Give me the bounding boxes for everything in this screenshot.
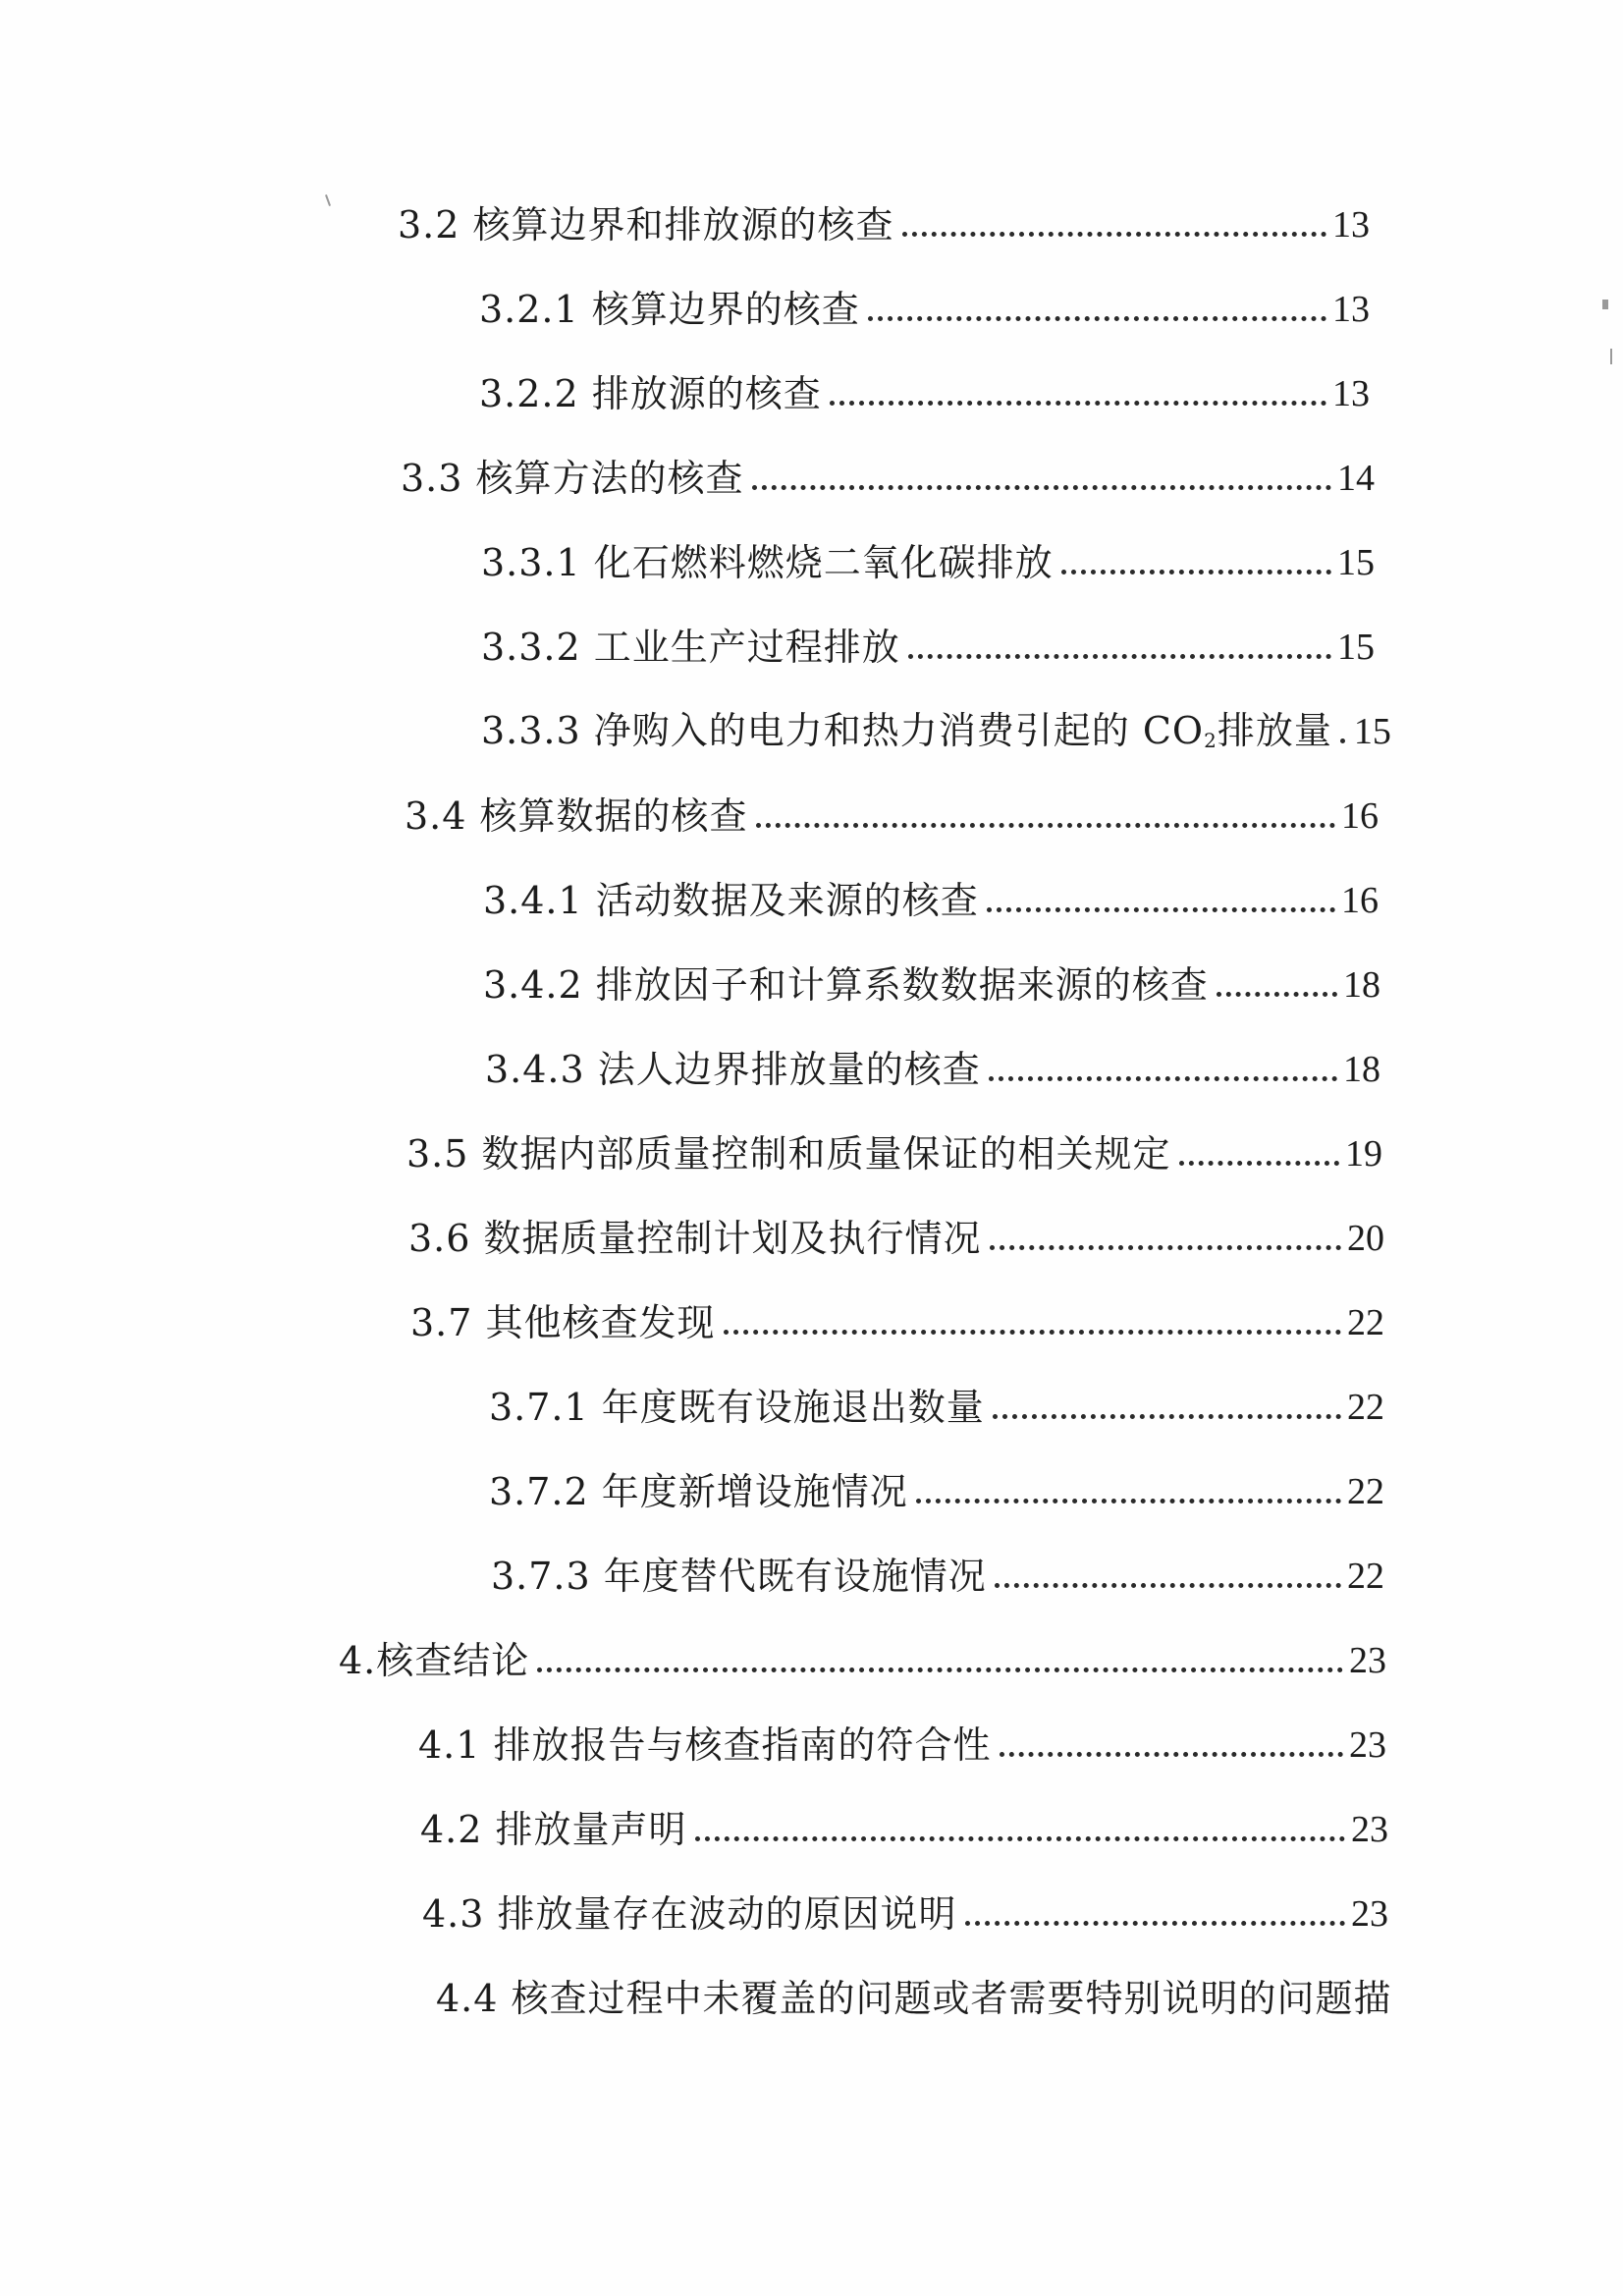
- toc-page-number: 13: [1332, 289, 1370, 330]
- toc-label-suffix: 排放量: [1217, 709, 1332, 752]
- toc-label: 3.7 其他核查发现: [410, 1301, 716, 1344]
- toc-leader-dots: [916, 1499, 1341, 1503]
- toc-label: 3.7.1 年度既有设施退出数量: [489, 1386, 985, 1429]
- toc-page-number: 15: [1337, 542, 1375, 583]
- toc-label: 4.3 排放量存在波动的原因说明: [422, 1892, 957, 1936]
- toc-leader-dots: [990, 1245, 1341, 1250]
- toc-leader-dots: [830, 401, 1326, 406]
- toc-page-number: 16: [1341, 880, 1379, 921]
- toc-label: 3.4.3 法人边界排放量的核查: [485, 1048, 981, 1091]
- toc-label: 3.3.2 工业生产过程排放: [481, 626, 900, 669]
- toc-label-prefix: 3.3.3 净购入的电力和热力消费引起的 CO: [481, 709, 1205, 752]
- toc-leader-dots: [868, 316, 1326, 321]
- toc-page-number: 15: [1337, 627, 1375, 668]
- toc-label: 4.核查结论: [339, 1639, 530, 1682]
- toc-entry-3-7-3[interactable]: [491, 1536, 1384, 1598]
- toc-entry-3-2[interactable]: [398, 185, 1370, 244]
- toc-entry-3-7-1[interactable]: [489, 1367, 1384, 1429]
- toc-page-number: 23: [1349, 1724, 1386, 1766]
- toc-page-number: 16: [1341, 795, 1379, 837]
- toc-entry-4-1[interactable]: [418, 1705, 1386, 1767]
- toc-leader-dots: [1000, 1752, 1343, 1757]
- toc-leader-dots: [1179, 1161, 1339, 1166]
- toc-leader-dots: [987, 907, 1335, 912]
- toc-leader-dots: [695, 1836, 1345, 1841]
- toc-page-number: 23: [1349, 1640, 1386, 1681]
- toc-leader-dots: [724, 1330, 1341, 1335]
- toc-entry-3-7[interactable]: [410, 1283, 1384, 1344]
- toc-entry-3-3-1[interactable]: [481, 522, 1375, 584]
- toc-page-number: 22: [1347, 1302, 1384, 1343]
- toc-entry-3-4-3[interactable]: [485, 1029, 1380, 1091]
- toc-label: 3.4.1 活动数据及来源的核查: [483, 879, 979, 922]
- scan-artifact-mark: [325, 194, 331, 206]
- toc-entry-4-3[interactable]: [422, 1874, 1388, 1936]
- toc-entry-3-3[interactable]: [401, 438, 1375, 500]
- toc-entry-3-5[interactable]: [406, 1114, 1382, 1173]
- toc-entry-4-2[interactable]: [420, 1789, 1388, 1851]
- toc-page-number: 23: [1351, 1893, 1388, 1935]
- toc-label: 3.5 数据内部质量控制和质量保证的相关规定: [406, 1132, 1171, 1175]
- toc-page-number: 23: [1351, 1809, 1388, 1850]
- toc-leader-dots: [908, 654, 1331, 659]
- toc-entry-4-4[interactable]: [436, 1958, 1398, 2020]
- toc-entry-3-2-1[interactable]: [479, 269, 1370, 331]
- toc-page-number: 18: [1343, 964, 1380, 1006]
- co2-subscript: 2: [1204, 729, 1217, 752]
- toc-page-number: 14: [1337, 458, 1375, 499]
- toc-label: 4.4 核查过程中未覆盖的问题或者需要特别说明的问题描: [436, 1977, 1392, 2020]
- toc-label: 3.3.1 化石燃料燃烧二氧化碳排放: [481, 541, 1054, 584]
- toc-leader-dots: [1061, 570, 1331, 574]
- toc-entry-3-3-2[interactable]: [481, 607, 1375, 669]
- toc-leader-dots: [965, 1921, 1345, 1926]
- toc-leader-dots: [752, 485, 1331, 490]
- toc-leader-dots: [756, 823, 1335, 828]
- toc-page-number: 15: [1353, 711, 1391, 752]
- toc-label: [481, 709, 1332, 752]
- toc-page-number: 13: [1332, 373, 1370, 414]
- toc-entry-3-7-2[interactable]: [489, 1451, 1384, 1513]
- toc-label: 3.6 数据质量控制计划及执行情况: [408, 1217, 982, 1260]
- toc-leader-dots: [993, 1414, 1341, 1419]
- toc-entry-3-4-2[interactable]: [483, 945, 1380, 1007]
- toc-page-number: 22: [1347, 1471, 1384, 1512]
- toc-label: 3.3 核算方法的核查: [401, 457, 744, 500]
- scan-artifact-mark: [1610, 349, 1612, 364]
- toc-label: 4.1 排放报告与核查指南的符合性: [418, 1723, 992, 1767]
- toc-label: 3.2 核算边界和排放源的核查: [398, 203, 894, 246]
- toc-page-number: 22: [1347, 1387, 1384, 1428]
- toc-entry-3-4-1[interactable]: [483, 860, 1379, 922]
- toc-label: 3.4 核算数据的核查: [405, 794, 748, 838]
- toc-leader-dots: [989, 1076, 1337, 1081]
- toc-leader-dots: [537, 1667, 1343, 1672]
- toc-leader-dots: [995, 1583, 1341, 1588]
- toc-label: 3.7.2 年度新增设施情况: [489, 1470, 908, 1513]
- toc-label: 3.4.2 排放因子和计算系数数据来源的核查: [483, 963, 1209, 1007]
- toc-page-number: 19: [1345, 1133, 1382, 1175]
- toc-leader-dots: [1217, 992, 1337, 997]
- toc-label: 3.7.3 年度替代既有设施情况: [491, 1555, 987, 1598]
- toc-label: 3.2.1 核算边界的核查: [479, 288, 860, 331]
- toc-page-number: 22: [1347, 1556, 1384, 1597]
- toc-entry-3-2-2[interactable]: [479, 354, 1370, 415]
- toc-entry-3-6[interactable]: [408, 1198, 1384, 1260]
- toc-entry-3-4[interactable]: [405, 776, 1379, 838]
- toc-label: 3.2.2 排放源的核查: [479, 372, 822, 415]
- toc-page-number: 18: [1343, 1049, 1380, 1090]
- scan-artifact-mark: [1602, 300, 1608, 309]
- toc-entry-3-3-3[interactable]: [481, 691, 1391, 752]
- toc-label: 4.2 排放量声明: [420, 1808, 687, 1851]
- toc-page-number: 20: [1347, 1218, 1384, 1259]
- toc-page-number: 13: [1332, 204, 1370, 246]
- toc-leader-dots: [902, 232, 1326, 237]
- toc-leader-dots: [1340, 738, 1348, 743]
- toc-entry-4[interactable]: [339, 1620, 1386, 1682]
